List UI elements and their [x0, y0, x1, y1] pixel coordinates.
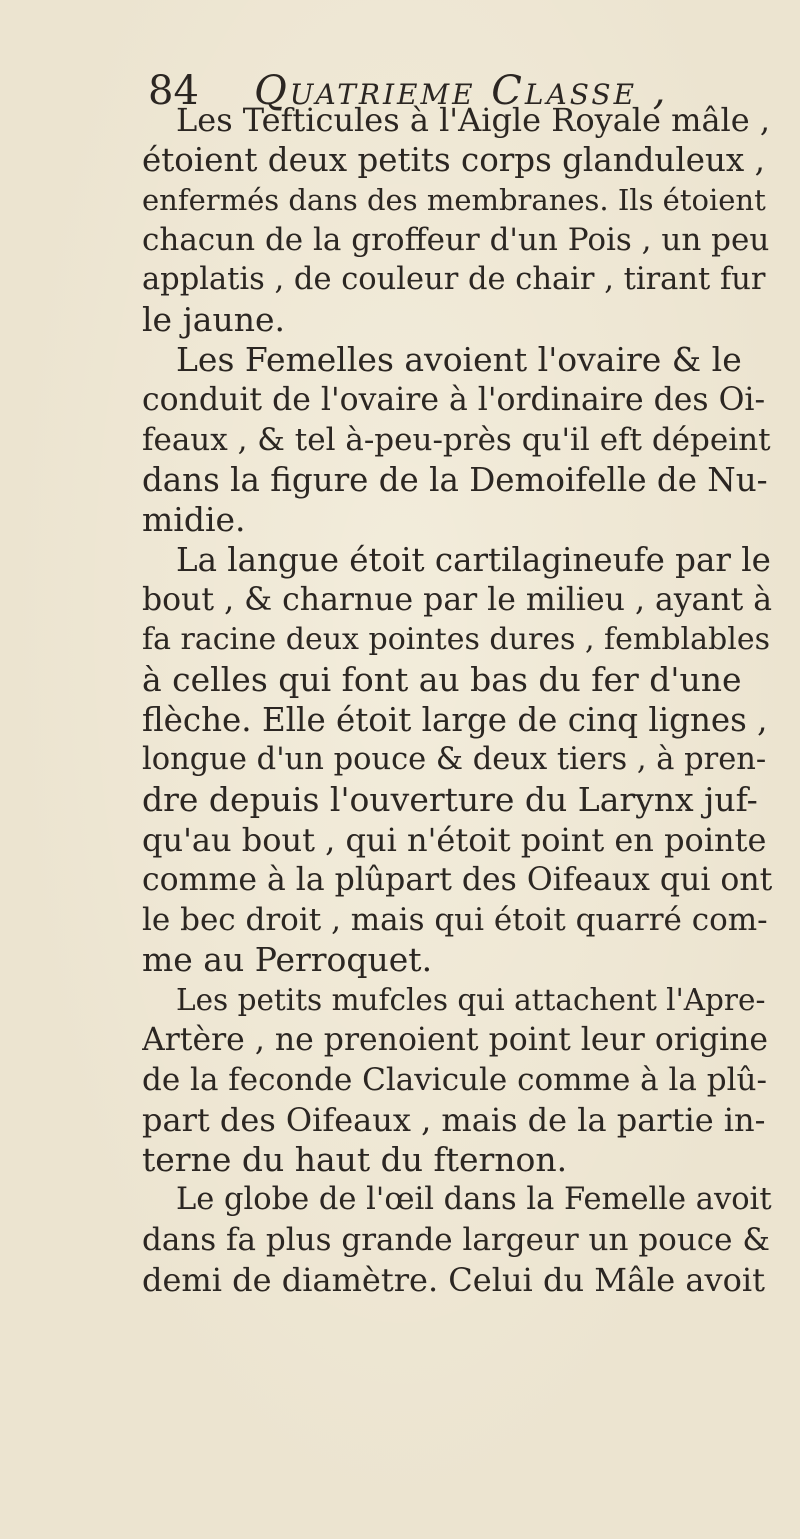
page-number: 84 — [148, 68, 199, 114]
text-line: enfermés dans des membranes. Ils étoient — [142, 183, 766, 217]
text-line: midie. — [142, 500, 246, 539]
text-line: feaux , & tel à-peu-près qu'il eft dépeint — [142, 422, 771, 458]
text-line: dre depuis l'ouverture du Larynx juf- — [142, 780, 758, 819]
text-line: Les Femelles avoient l'ovaire & le — [176, 340, 742, 379]
text-line: de la feconde Clavicule comme à la plû- — [142, 1062, 767, 1098]
text-line: conduit de l'ovaire à l'ordinaire des Oi- — [142, 382, 766, 418]
text-line: applatis , de couleur de chair , tirant fur — [142, 262, 766, 297]
text-line: Les petits mufcles qui attachent l'Apre- — [176, 983, 766, 1017]
text-line: demi de diamètre. Celui du Mâle avoit — [142, 1261, 765, 1299]
text-line: bout , & charnue par le milieu , ayant à — [142, 582, 772, 618]
text-line: chacun de la groffeur d'un Pois , un peu — [142, 222, 770, 258]
text-line: qu'au bout , qui n'étoit point en pointe — [142, 821, 767, 859]
text-line: à celles qui font au bas du fer d'une — [142, 660, 742, 699]
running-head: Quatrieme Classe , — [254, 68, 669, 114]
text-line: Artère , ne prenoient point leur origine — [142, 1022, 769, 1058]
text-line: Les Tefticules à l'Aigle Royale mâle , — [176, 101, 771, 139]
text-line: le jaune. — [142, 300, 286, 339]
body-text — [142, 100, 772, 1300]
text-line: flèche. Elle étoit large de cinq lignes , — [142, 701, 768, 739]
text-line: longue d'un pouce & deux tiers , à pren- — [142, 742, 767, 777]
text-line: le bec droit , mais qui étoit quarré com- — [142, 902, 768, 938]
text-line: part des Oifeaux , mais de la partie in- — [142, 1101, 766, 1139]
text-line: me au Perroquet. — [142, 940, 433, 979]
text-line: La langue étoit cartilagineufe par le — [176, 541, 771, 579]
text-line: dans fa plus grande largeur un pouce & — [142, 1222, 770, 1258]
text-line: étoient deux petits corps glanduleux , — [142, 141, 765, 179]
text-line: fa racine deux pointes dures , femblables — [142, 622, 770, 657]
text-line: comme à la plûpart des Oifeaux qui ont — [142, 862, 772, 898]
text-line: dans la figure de la Demoifelle de Nu- — [142, 461, 768, 499]
text-line: Le globe de l'œil dans la Femelle avoit — [176, 1182, 772, 1217]
text-line: terne du haut du fternon. — [142, 1140, 568, 1179]
